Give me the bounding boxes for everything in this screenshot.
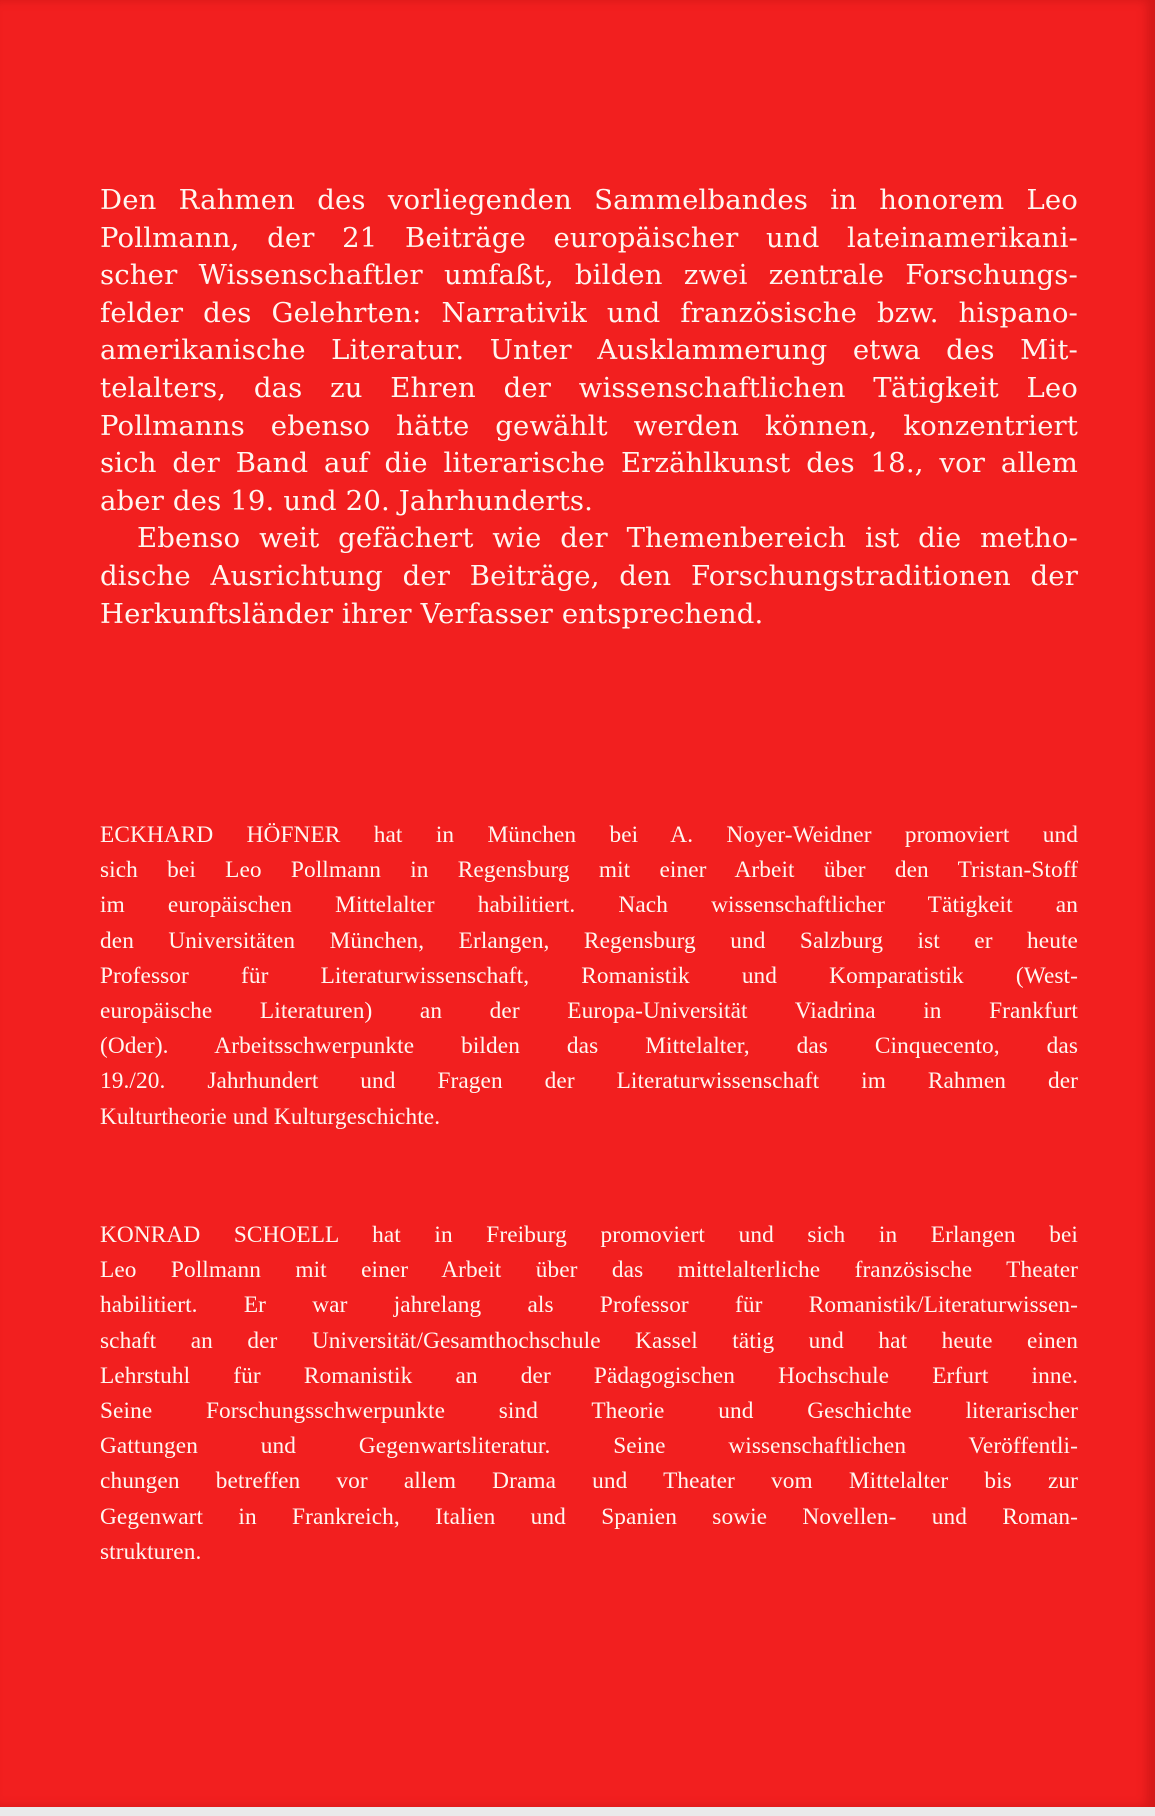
text-line: Gattungen und Gegenwartsliteratur. Seine wissenschaftlichen Veröffentli-	[100, 1433, 1078, 1460]
text-line: KONRAD SCHOELL hat in Freiburg promoviert und sich in Erlangen bei	[100, 1222, 1078, 1248]
page-edge	[0, 1807, 1155, 1816]
text-line: Ebenso weit gefächert wie der Themenbereich ist die metho-	[137, 522, 1078, 555]
text-line: strukturen.	[100, 1538, 202, 1565]
text-line: habilitiert. Er war jahrelang als Professor für Romanistik/Literaturwissen-	[100, 1292, 1078, 1319]
text-line: aber des 19. und 20. Jahrhunderts.	[100, 484, 594, 517]
text-line: im europäischen Mittelalter habilitiert. Nach wissenschaftlicher Tätigkeit an	[100, 892, 1078, 919]
text-line: amerikanische Literatur. Unter Ausklammerung etwa des Mit-	[100, 334, 1078, 367]
text-line: Pollmann, der 21 Beiträge europäischer und lateinamerikani-	[100, 221, 1078, 254]
text-line: schaft an der Universität/Gesamthochschule Kassel tätig und hat heute einen	[100, 1327, 1078, 1354]
text-line: den Universitäten München, Erlangen, Regensburg und Salzburg ist er heute	[100, 927, 1078, 954]
blurb-paragraph	[100, 520, 1078, 633]
text-line: Leo Pollmann mit einer Arbeit über das mittelalterliche französische Theater	[100, 1257, 1078, 1284]
text-line: 19./20. Jahrhundert und Fragen der Literaturwissenschaft im Rahmen der	[100, 1068, 1078, 1095]
text-line: felder des Gelehrten: Narrativik und französische bzw. hispano-	[100, 296, 1078, 329]
text-line: (Oder). Arbeitsschwerpunkte bilden das Mittelalter, das Cinquecento, das	[100, 1033, 1078, 1060]
text-line: telalters, das zu Ehren der wissenschaftlichen Tätigkeit Leo	[100, 371, 1078, 404]
text-line: sich bei Leo Pollmann in Regensburg mit einer Arbeit über den Tristan-Stoff	[100, 857, 1078, 884]
text-line: Professor für Literaturwissenschaft, Romanistik und Komparatistik (West-	[100, 962, 1078, 989]
text-line: Lehrstuhl für Romanistik an der Pädagogischen Hochschule Erfurt inne.	[100, 1362, 1078, 1389]
text-line: scher Wissenschaftler umfaßt, bilden zwei zentrale Forschungs-	[100, 259, 1078, 292]
text-line: Seine Forschungsschwerpunkte sind Theorie und Geschichte literarischer	[100, 1398, 1078, 1425]
text-line: chungen betreffen vor allem Drama und Theater vom Mittelalter bis zur	[100, 1468, 1078, 1495]
text-line: Kulturtheorie und Kulturgeschichte.	[100, 1103, 441, 1130]
editor-bio-hoefner	[100, 818, 1078, 1135]
text-line: Gegenwart in Frankreich, Italien und Spanien sowie Novellen- und Roman-	[100, 1503, 1078, 1530]
text-line: dische Ausrichtung der Beiträge, den Forschungstraditionen der	[100, 559, 1078, 592]
text-line: Herkunftsländer ihrer Verfasser entsprechend.	[100, 597, 764, 630]
blurb-paragraph	[100, 182, 1078, 520]
text-line: Pollmanns ebenso hätte gewählt werden können, konzentriert	[100, 409, 1078, 442]
blurb-text	[100, 182, 1078, 633]
text-line: europäische Literaturen) an der Europa-Universität Viadrina in Frankfurt	[100, 998, 1078, 1025]
editor-bio-schoell	[100, 1218, 1078, 1570]
text-line: sich der Band auf die literarische Erzählkunst des 18., vor allem	[100, 447, 1078, 480]
text-line: ECKHARD HÖFNER hat in München bei A. Noyer-Weidner promoviert und	[100, 822, 1078, 848]
text-line: Den Rahmen des vorliegenden Sammelbandes in honorem Leo	[100, 184, 1078, 216]
